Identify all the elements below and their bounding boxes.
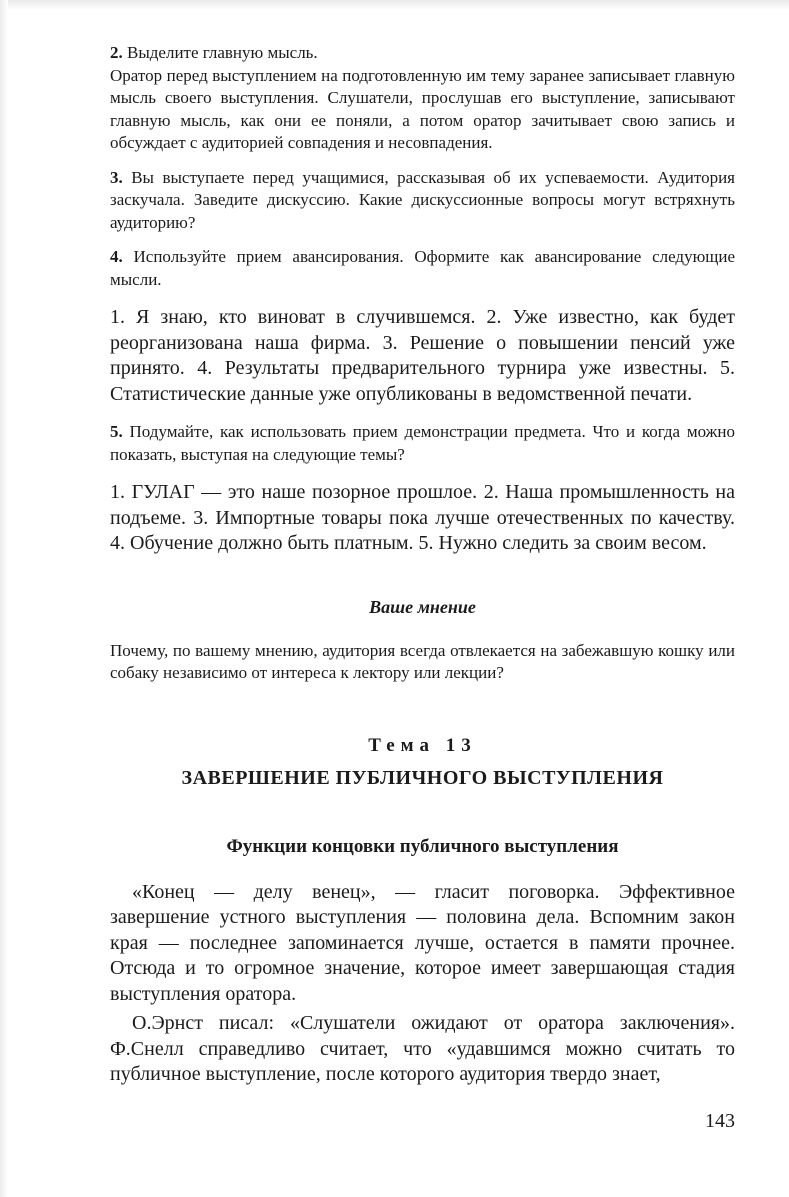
exercise-body-text: Подумайте, как использовать прием демонстрации предмета. Что и когда можно показать, выступая на следующие темы? (110, 422, 735, 464)
theme-title: ЗАВЕРШЕНИЕ ПУБЛИЧНОГО ВЫСТУПЛЕНИЯ (181, 766, 664, 789)
section-paragraph: «Конец — делу венец», — гласит поговорка. Эффективное завершение устного выступления — половина дела. Вспомним закон края — последнее запоминается лучше, остается в памяти прочнее. Отсюда и то огромное значение, которое имеет завершающая стадия выступления оратора. (110, 880, 735, 1005)
opinion-heading: Ваше мнение (369, 596, 476, 617)
exercise-4-list: 1. Я знаю, кто виноват в случившемся. 2. Уже известно, как будет реорганизована наша фирма. 3. Решение о повышении пенсий уже принято. 4. Результаты предварительного турнира уже известны. 5. Статистические данные уже опубликованы в ведомственной печати. (110, 306, 735, 405)
section-paragraph: О.Эрнст писал: «Слушатели ожидают от оратора заключения». Ф.Снелл справедливо считает, что «удавшимся можно считать то публичное выступление, после которого аудитория твердо знает, (110, 1012, 735, 1085)
exercise-body-text: Используйте прием авансирования. Оформите как авансирование следующие мысли. (110, 247, 736, 289)
page-number: 143 (705, 1110, 735, 1132)
theme-label: Тема 13 (368, 734, 477, 756)
exercise-3 (110, 167, 735, 235)
opinion-text: Почему, по вашему мнению, аудитория всегда отвлекается на забежавшую кошку или собаку независимо от интереса к лектору или лекции? (110, 640, 735, 682)
section-title: Функции концовки публичного выступления (226, 835, 619, 857)
exercise-4 (110, 246, 735, 291)
exercise-5 (110, 421, 735, 466)
exercise-2-body: Оратор перед выступлением на подготовленную им тему заранее записывает главную мысль своего выступления. Слушатели, прослушав его выступление, записывают главную мысль, как они ее поняли, а потом оратор зачитывает свою запись и обсуждает с аудиторией совпадения и несовпадения. (110, 65, 735, 152)
exercise-number: 2. (110, 43, 123, 62)
page-left-edge (0, 0, 8, 1197)
exercise-number: 4. (110, 247, 123, 266)
page-top-edge (0, 0, 789, 10)
exercise-body-text: Вы выступаете перед учащимися, рассказывая об их успеваемости. Аудитория заскучала. Заведите дискуссию. Какие дискуссионные вопросы могут встряхнуть аудиторию? (110, 167, 735, 232)
page-content (110, 42, 735, 1088)
exercise-number: 3. (110, 167, 123, 187)
exercise-2-title (110, 42, 735, 65)
exercise-title-text: Выделите главную мысль. (127, 43, 318, 62)
exercise-5-list: 1. ГУЛАГ — это наше позорное прошлое. 2. Наша промышленность на подъеме. 3. Импортные товары пока лучше отечественных по качеству. 4. Обучение должно быть платным. 5. Нужно следить за своим весом. (110, 481, 735, 554)
exercise-number: 5. (110, 422, 123, 441)
